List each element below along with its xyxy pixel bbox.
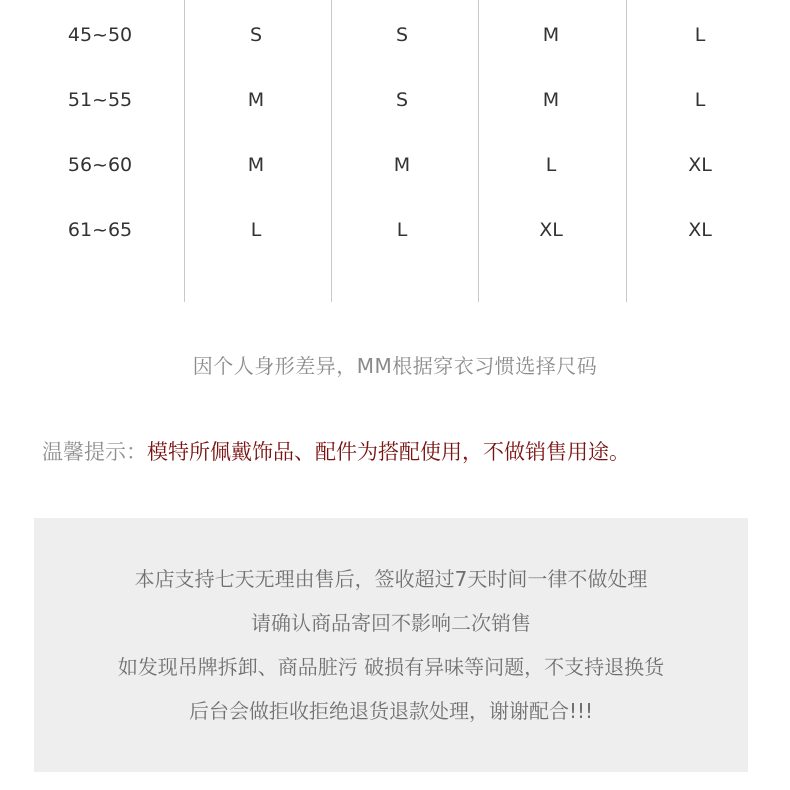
size-cell: L (694, 24, 706, 46)
weight-cell: 56~60 (67, 154, 133, 176)
policy-line: 后台会做拒收拒绝退货退款处理，谢谢配合!!! (188, 699, 594, 723)
size-cell: M (542, 89, 560, 111)
size-note: 因个人身形差异，MM根据穿衣习惯选择尺码 (192, 354, 598, 378)
size-cell: L (396, 219, 408, 241)
table-row (0, 150, 790, 180)
size-table (0, 0, 790, 305)
size-cell: M (247, 89, 265, 111)
size-cell: M (247, 154, 265, 176)
table-row (0, 85, 790, 115)
weight-cell: 51~55 (67, 89, 133, 111)
table-row (0, 215, 790, 245)
size-cell: XL (688, 154, 712, 176)
size-cell: XL (539, 219, 563, 241)
after-sales-policy-box (34, 518, 748, 772)
tip-label: 温馨提示： (42, 440, 147, 464)
tip-text: 模特所佩戴饰品、配件为搭配使用，不做销售用途。 (147, 440, 630, 464)
size-cell: XL (688, 219, 712, 241)
size-cell: M (542, 24, 560, 46)
size-cell: L (694, 89, 706, 111)
size-cell: L (545, 154, 557, 176)
policy-line: 请确认商品寄回不影响二次销售 (251, 611, 531, 635)
size-cell: S (249, 24, 263, 46)
policy-line: 如发现吊牌拆卸、商品脏污 破损有异味等问题，不支持退换货 (117, 655, 665, 679)
size-cell: M (393, 154, 411, 176)
policy-line: 本店支持七天无理由售后，签收超过7天时间一律不做处理 (134, 567, 648, 591)
size-cell: L (250, 219, 262, 241)
weight-cell: 61~65 (67, 219, 133, 241)
size-cell: S (395, 24, 409, 46)
table-row (0, 20, 790, 50)
size-cell: S (395, 89, 409, 111)
tip-line (42, 436, 630, 466)
weight-cell: 45~50 (67, 24, 133, 46)
